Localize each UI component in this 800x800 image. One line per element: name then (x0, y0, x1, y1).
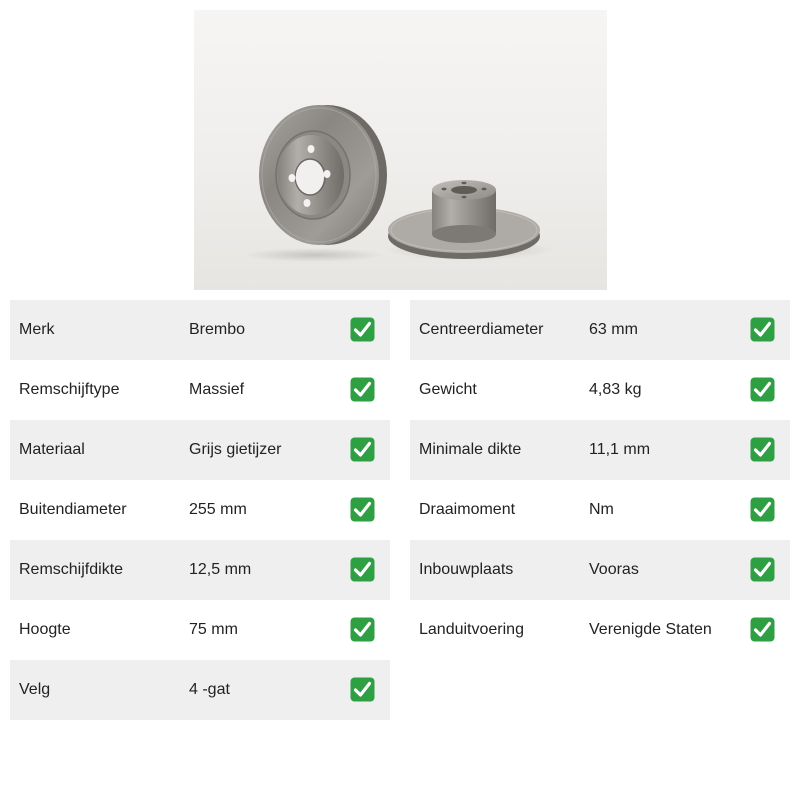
check-mark-icon (350, 497, 375, 522)
spec-label: Buitendiameter (19, 501, 127, 518)
spec-value: Grijs gietijzer (189, 441, 282, 458)
spec-row (10, 300, 390, 360)
spec-label: Velg (19, 681, 51, 698)
check-mark-icon (750, 317, 775, 342)
spec-value: 75 mm (189, 621, 238, 638)
spec-value: 63 mm (589, 321, 638, 338)
check-mark-icon (750, 437, 775, 462)
spec-value: Massief (189, 381, 245, 398)
check-mark-icon (750, 377, 775, 402)
spec-row (10, 540, 390, 600)
spec-row (410, 300, 790, 360)
brake-disc-photo (194, 10, 607, 290)
spec-value: Vooras (589, 561, 639, 578)
check-mark-icon (750, 617, 775, 642)
spec-label: Gewicht (419, 381, 477, 398)
spec-label: Minimale dikte (419, 441, 522, 458)
spec-label: Hoogte (19, 621, 71, 638)
spec-row (410, 360, 790, 420)
spec-row (410, 480, 790, 540)
spec-value: Brembo (189, 321, 246, 338)
spec-value: Nm (589, 501, 614, 518)
check-mark-icon (750, 557, 775, 582)
spec-label: Materiaal (19, 441, 85, 458)
check-mark-icon (350, 677, 375, 702)
check-mark-icon (350, 557, 375, 582)
spec-row (410, 540, 790, 600)
spec-label: Centreerdiameter (419, 321, 544, 338)
spec-label: Draaimoment (419, 501, 516, 518)
spec-label: Merk (19, 321, 55, 338)
check-mark-icon (350, 437, 375, 462)
check-mark-icon (350, 617, 375, 642)
spec-value: 4,83 kg (589, 381, 642, 398)
spec-value: 255 mm (189, 501, 247, 518)
spec-label: Remschijfdikte (19, 561, 124, 578)
spec-value: 12,5 mm (189, 561, 252, 578)
spec-row (410, 420, 790, 480)
spec-row (410, 600, 790, 660)
spec-row (10, 420, 390, 480)
spec-label: Landuitvoering (419, 621, 524, 638)
spec-value: 4 -gat (189, 681, 230, 698)
spec-row (10, 480, 390, 540)
check-mark-icon (750, 497, 775, 522)
check-mark-icon (350, 377, 375, 402)
spec-label: Inbouwplaats (419, 561, 514, 578)
spec-row (10, 660, 390, 720)
check-mark-icon (350, 317, 375, 342)
spec-label: Remschijftype (19, 381, 120, 398)
product-image (194, 10, 607, 290)
spec-value: 11,1 mm (589, 441, 651, 458)
specs-column-left (10, 300, 390, 720)
spec-row (10, 600, 390, 660)
specs-column-right (410, 300, 790, 660)
spec-value: Verenigde Staten (589, 621, 712, 638)
spec-row (10, 360, 390, 420)
